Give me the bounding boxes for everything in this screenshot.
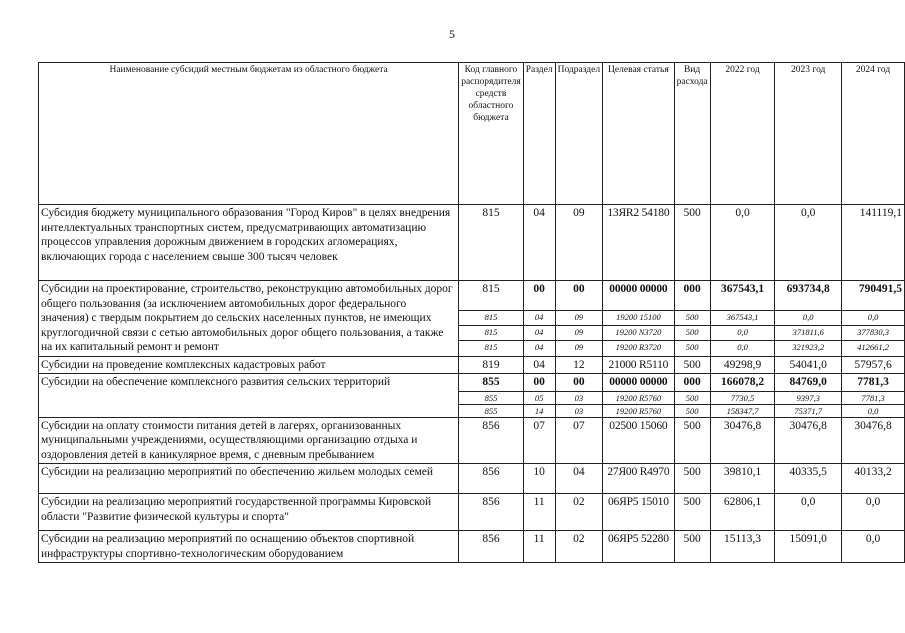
subsidy-name: Субсидии на проведение комплексных кадастровых работ [39, 356, 459, 374]
cell-expense-type: 500 [674, 417, 710, 464]
cell-razdel: 04 [523, 205, 555, 281]
cell-kod: 855 [459, 404, 524, 417]
cell-2024: 30476,8 [842, 417, 905, 464]
cell-2024: 7781,3 [842, 391, 905, 404]
cell-2022: 0,0 [710, 326, 775, 341]
cell-expense-type: 500 [674, 494, 710, 531]
cell-podrazdel: 02 [555, 494, 603, 531]
header-name: Наименование субсидий местным бюджетам из областного бюджета [39, 63, 459, 205]
cell-target-article: 21000 R5110 [603, 356, 675, 374]
cell-razdel: 11 [523, 531, 555, 563]
cell-target-article: 13ЯR2 54180 [603, 205, 675, 281]
subsidy-name: Субсидии на реализацию мероприятий по обеспечению жильем молодых семей [39, 464, 459, 494]
cell-podrazdel: 09 [555, 311, 603, 326]
cell-target-article: 19200 R5760 [603, 391, 675, 404]
cell-2024: 7781,3 [842, 374, 905, 392]
page-number: 5 [449, 27, 455, 41]
table-row [39, 494, 905, 531]
cell-expense-type: 500 [674, 531, 710, 563]
cell-podrazdel: 09 [555, 341, 603, 356]
cell-2023: 371811,6 [775, 326, 842, 341]
cell-podrazdel: 00 [555, 374, 603, 392]
cell-2023: 54041,0 [775, 356, 842, 374]
cell-2022: 367543,1 [710, 311, 775, 326]
cell-target-article: 19200 R5760 [603, 404, 675, 417]
cell-expense-type: 500 [674, 311, 710, 326]
cell-podrazdel: 02 [555, 531, 603, 563]
cell-2022: 0,0 [710, 205, 775, 281]
subsidy-name: Субсидия бюджету муниципального образования "Город Киров" в целях внедрения интеллектуальных транспортных систем, предусматривающих автоматизацию процессов управления дорожным движением в городских агломерациях, включающих города с населением свыше 300 тысяч человек [39, 205, 459, 281]
cell-2023: 84769,0 [775, 374, 842, 392]
cell-kod: 856 [459, 531, 524, 563]
cell-razdel: 00 [523, 281, 555, 311]
cell-2024: 0,0 [842, 404, 905, 417]
cell-2022: 166078,2 [710, 374, 775, 392]
cell-2022: 39810,1 [710, 464, 775, 494]
cell-podrazdel: 09 [555, 205, 603, 281]
header-expense-type: Вид расхода [674, 63, 710, 205]
cell-2023: 30476,8 [775, 417, 842, 464]
cell-podrazdel: 09 [555, 326, 603, 341]
cell-razdel: 11 [523, 494, 555, 531]
cell-2022: 15113,3 [710, 531, 775, 563]
cell-2022: 62806,1 [710, 494, 775, 531]
cell-kod: 815 [459, 326, 524, 341]
cell-kod: 856 [459, 464, 524, 494]
table-row [39, 356, 905, 374]
cell-expense-type: 500 [674, 356, 710, 374]
cell-kod: 856 [459, 417, 524, 464]
header-target-article: Целевая статья [603, 63, 675, 205]
cell-2023: 0,0 [775, 205, 842, 281]
cell-target-article: 19200 N3720 [603, 326, 675, 341]
subsidy-name: Субсидии на реализацию мероприятий государственной программы Кировской области "Развитие физической культуры и спорта" [39, 494, 459, 531]
header-2024: 2024 год [842, 63, 905, 205]
cell-target-article: 06ЯР5 15010 [603, 494, 675, 531]
cell-razdel: 04 [523, 326, 555, 341]
cell-kod: 815 [459, 341, 524, 356]
cell-2022: 49298,9 [710, 356, 775, 374]
cell-2022: 367543,1 [710, 281, 775, 311]
cell-podrazdel: 00 [555, 281, 603, 311]
cell-podrazdel: 04 [555, 464, 603, 494]
cell-kod: 815 [459, 205, 524, 281]
cell-expense-type: 500 [674, 341, 710, 356]
cell-podrazdel: 12 [555, 356, 603, 374]
cell-2024: 57957,6 [842, 356, 905, 374]
cell-target-article: 00000 00000 [603, 374, 675, 392]
cell-2023: 0,0 [775, 311, 842, 326]
table-row [39, 374, 905, 392]
cell-razdel: 04 [523, 356, 555, 374]
header-podrazdel: Подраздел [555, 63, 603, 205]
cell-2022: 30476,8 [710, 417, 775, 464]
cell-razdel: 04 [523, 311, 555, 326]
cell-kod: 855 [459, 391, 524, 404]
cell-2022: 158347,7 [710, 404, 775, 417]
header-kod: Код главного распорядителя средств областного бюджета [459, 63, 524, 205]
cell-podrazdel: 03 [555, 391, 603, 404]
cell-2024: 0,0 [842, 531, 905, 563]
cell-2023: 321923,2 [775, 341, 842, 356]
header-razdel: Раздел [523, 63, 555, 205]
table-row [39, 464, 905, 494]
cell-2023: 693734,8 [775, 281, 842, 311]
cell-kod: 856 [459, 494, 524, 531]
cell-2022: 7730,5 [710, 391, 775, 404]
cell-razdel: 00 [523, 374, 555, 392]
header-2023: 2023 год [775, 63, 842, 205]
cell-2024: 141119,1 [842, 205, 905, 281]
cell-kod: 815 [459, 281, 524, 311]
cell-kod: 815 [459, 311, 524, 326]
cell-kod: 855 [459, 374, 524, 392]
cell-2023: 40335,5 [775, 464, 842, 494]
cell-expense-type: 500 [674, 404, 710, 417]
cell-2023: 15091,0 [775, 531, 842, 563]
cell-razdel: 10 [523, 464, 555, 494]
cell-expense-type: 500 [674, 391, 710, 404]
cell-razdel: 14 [523, 404, 555, 417]
cell-2024: 790491,5 [842, 281, 905, 311]
cell-target-article: 27Я00 R4970 [603, 464, 675, 494]
cell-expense-type: 500 [674, 205, 710, 281]
cell-target-article: 02500 15060 [603, 417, 675, 464]
header-2022: 2022 год [710, 63, 775, 205]
cell-podrazdel: 03 [555, 404, 603, 417]
cell-2024: 377830,3 [842, 326, 905, 341]
subsidies-table [38, 62, 905, 563]
cell-expense-type: 500 [674, 326, 710, 341]
cell-2023: 75371,7 [775, 404, 842, 417]
cell-target-article: 19200 R3720 [603, 341, 675, 356]
cell-razdel: 07 [523, 417, 555, 464]
subsidy-name: Субсидии на оплату стоимости питания детей в лагерях, организованных муниципальными учреждениями, осуществляющими организацию отдыха и оздоровления детей в каникулярное время, с дневным пребыванием [39, 417, 459, 464]
cell-2024: 0,0 [842, 494, 905, 531]
table-row [39, 531, 905, 563]
subsidy-name: Субсидии на реализацию мероприятий по оснащению объектов спортивной инфраструктуры спортивно-технологическим оборудованием [39, 531, 459, 563]
cell-2024: 412661,2 [842, 341, 905, 356]
cell-2023: 9397,3 [775, 391, 842, 404]
subsidy-name: Субсидии на проектирование, строительство, реконструкцию автомобильных дорог общего пользования (за исключением автомобильных дорог федерального значения) с твердым покрытием до сельских населенных пунктов, не имеющих круглогодичной связи с сетью автомобильных дорог общего пользования, а также на их капитальный ремонт и ремонт [39, 281, 459, 357]
header-row [39, 63, 905, 205]
table-row [39, 417, 905, 464]
cell-expense-type: 000 [674, 374, 710, 392]
cell-2023: 0,0 [775, 494, 842, 531]
cell-podrazdel: 07 [555, 417, 603, 464]
cell-razdel: 04 [523, 341, 555, 356]
cell-target-article: 19200 15100 [603, 311, 675, 326]
cell-2024: 40133,2 [842, 464, 905, 494]
cell-2024: 0,0 [842, 311, 905, 326]
cell-kod: 819 [459, 356, 524, 374]
cell-razdel: 05 [523, 391, 555, 404]
table-row [39, 281, 905, 311]
cell-target-article: 06ЯР5 52280 [603, 531, 675, 563]
table-row [39, 205, 905, 281]
cell-2022: 0,0 [710, 341, 775, 356]
cell-expense-type: 000 [674, 281, 710, 311]
cell-target-article: 00000 00000 [603, 281, 675, 311]
cell-expense-type: 500 [674, 464, 710, 494]
subsidy-name: Субсидии на обеспечение комплексного развития сельских территорий [39, 374, 459, 418]
